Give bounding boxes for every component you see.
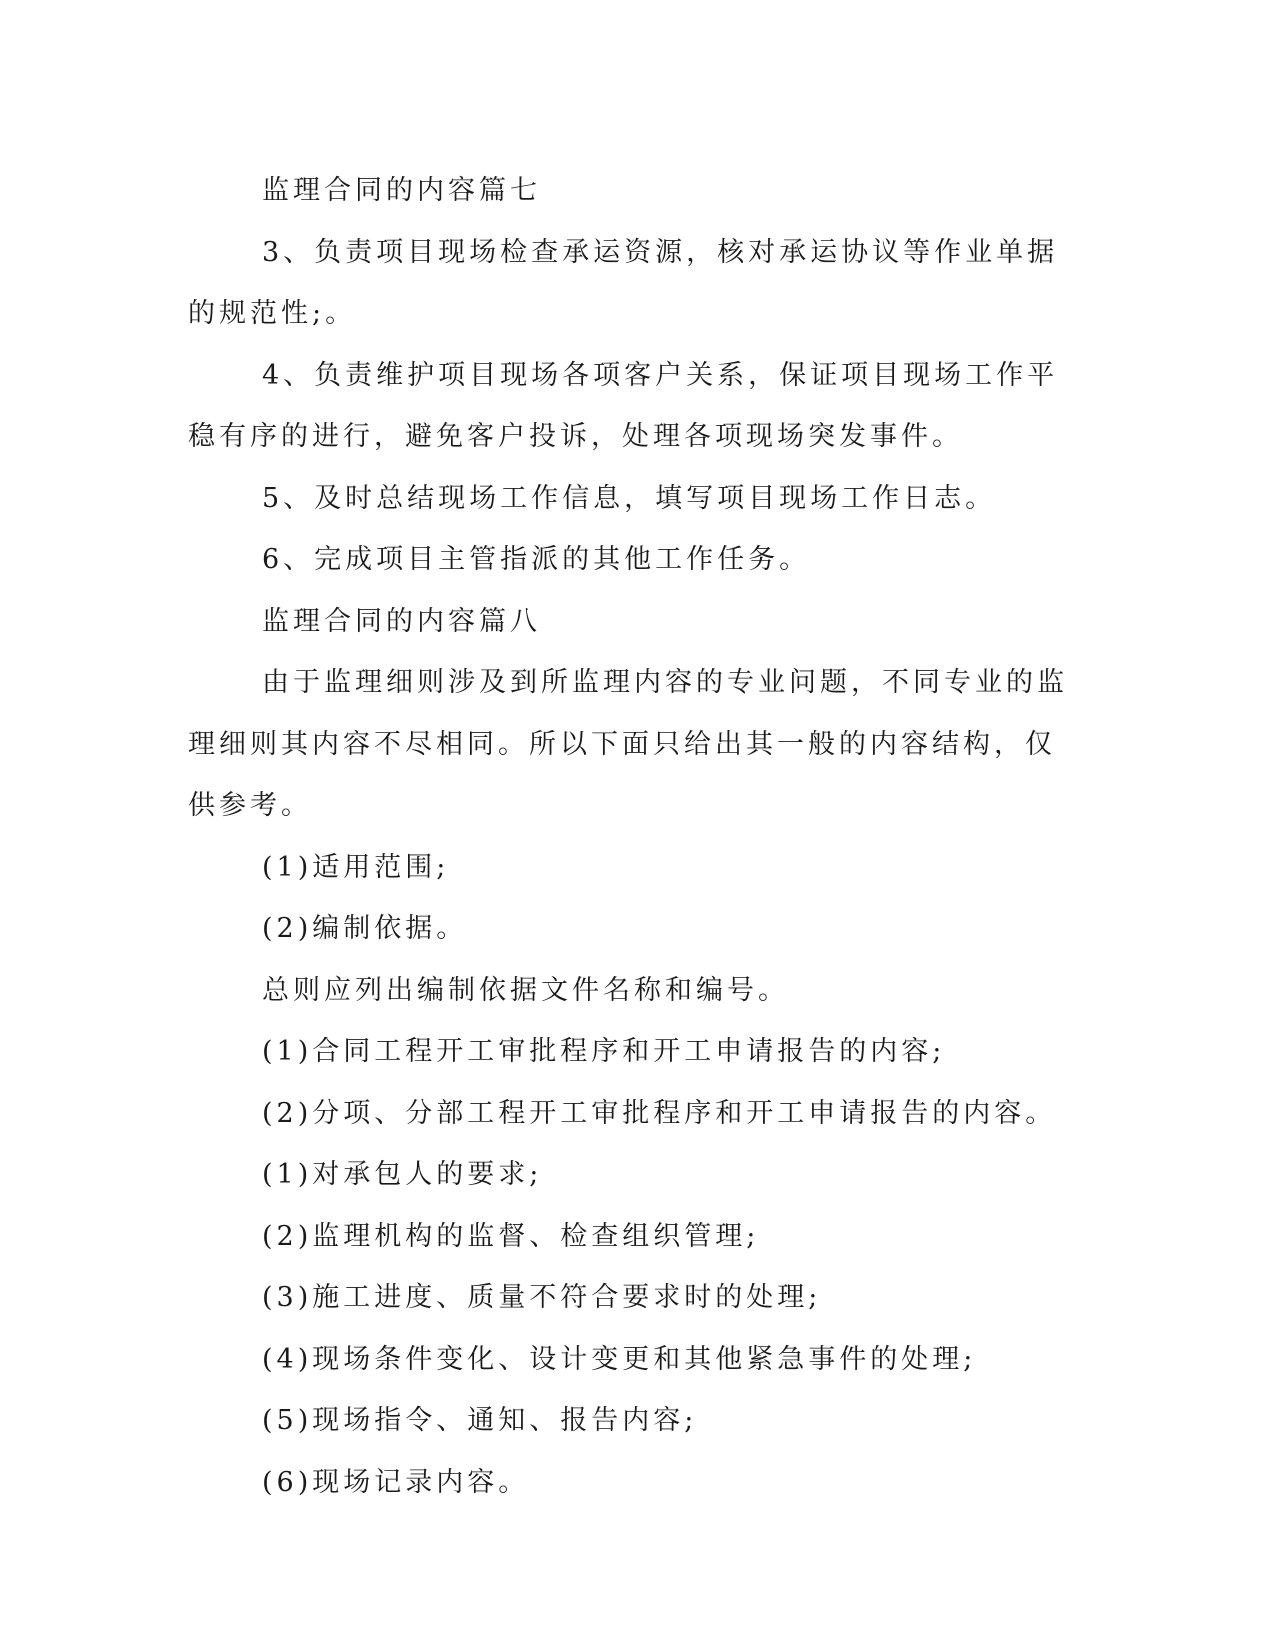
list-item: (6)现场记录内容。 [262, 1466, 530, 1498]
list-item: (2)编制依据。 [262, 913, 468, 944]
list-item: (1)合同工程开工审批程序和开工申请报告的内容; [262, 1036, 946, 1067]
list-item: (3)施工进度、质量不符合要求时的处理; [262, 1282, 822, 1313]
list-item: (1)适用范围; [262, 851, 450, 883]
list-item: (4)现场条件变化、设计变更和其他紧急事件的处理; [262, 1343, 977, 1375]
paragraph: 6、完成项目主管指派的其他工作任务。 [262, 544, 811, 575]
list-item: (1)对承包人的要求; [262, 1159, 543, 1190]
list-item: (5)现场指令、通知、报告内容; [262, 1405, 698, 1436]
paragraph: 由于监理细则涉及到所监理内容的专业问题，不同专业的监理细则其内容不尽相同。所以下面只给出其一般的内容结构，仅供参考。 [188, 667, 1068, 821]
paragraph: 总则应列出编制依据文件名称和编号。 [262, 974, 789, 1006]
paragraph: 4、负责维护项目现场各项客户关系，保证项目现场工作平稳有序的进行，避免客户投诉，处理各项现场突发事件。 [188, 359, 1059, 452]
section-heading: 监理合同的内容篇八 [262, 605, 541, 637]
paragraph: 5、及时总结现场工作信息，填写项目现场工作日志。 [262, 482, 997, 514]
list-item: (2)监理机构的监督、检查组织管理; [262, 1220, 760, 1252]
paragraph: 3、负责项目现场检查承运资源，核对承运协议等作业单据的规范性;。 [188, 236, 1059, 329]
document-body [188, 160, 1068, 1513]
section-heading: 监理合同的内容篇七 [262, 175, 541, 206]
list-item: (2)分项、分部工程开工审批程序和开工申请报告的内容。 [262, 1097, 1057, 1129]
